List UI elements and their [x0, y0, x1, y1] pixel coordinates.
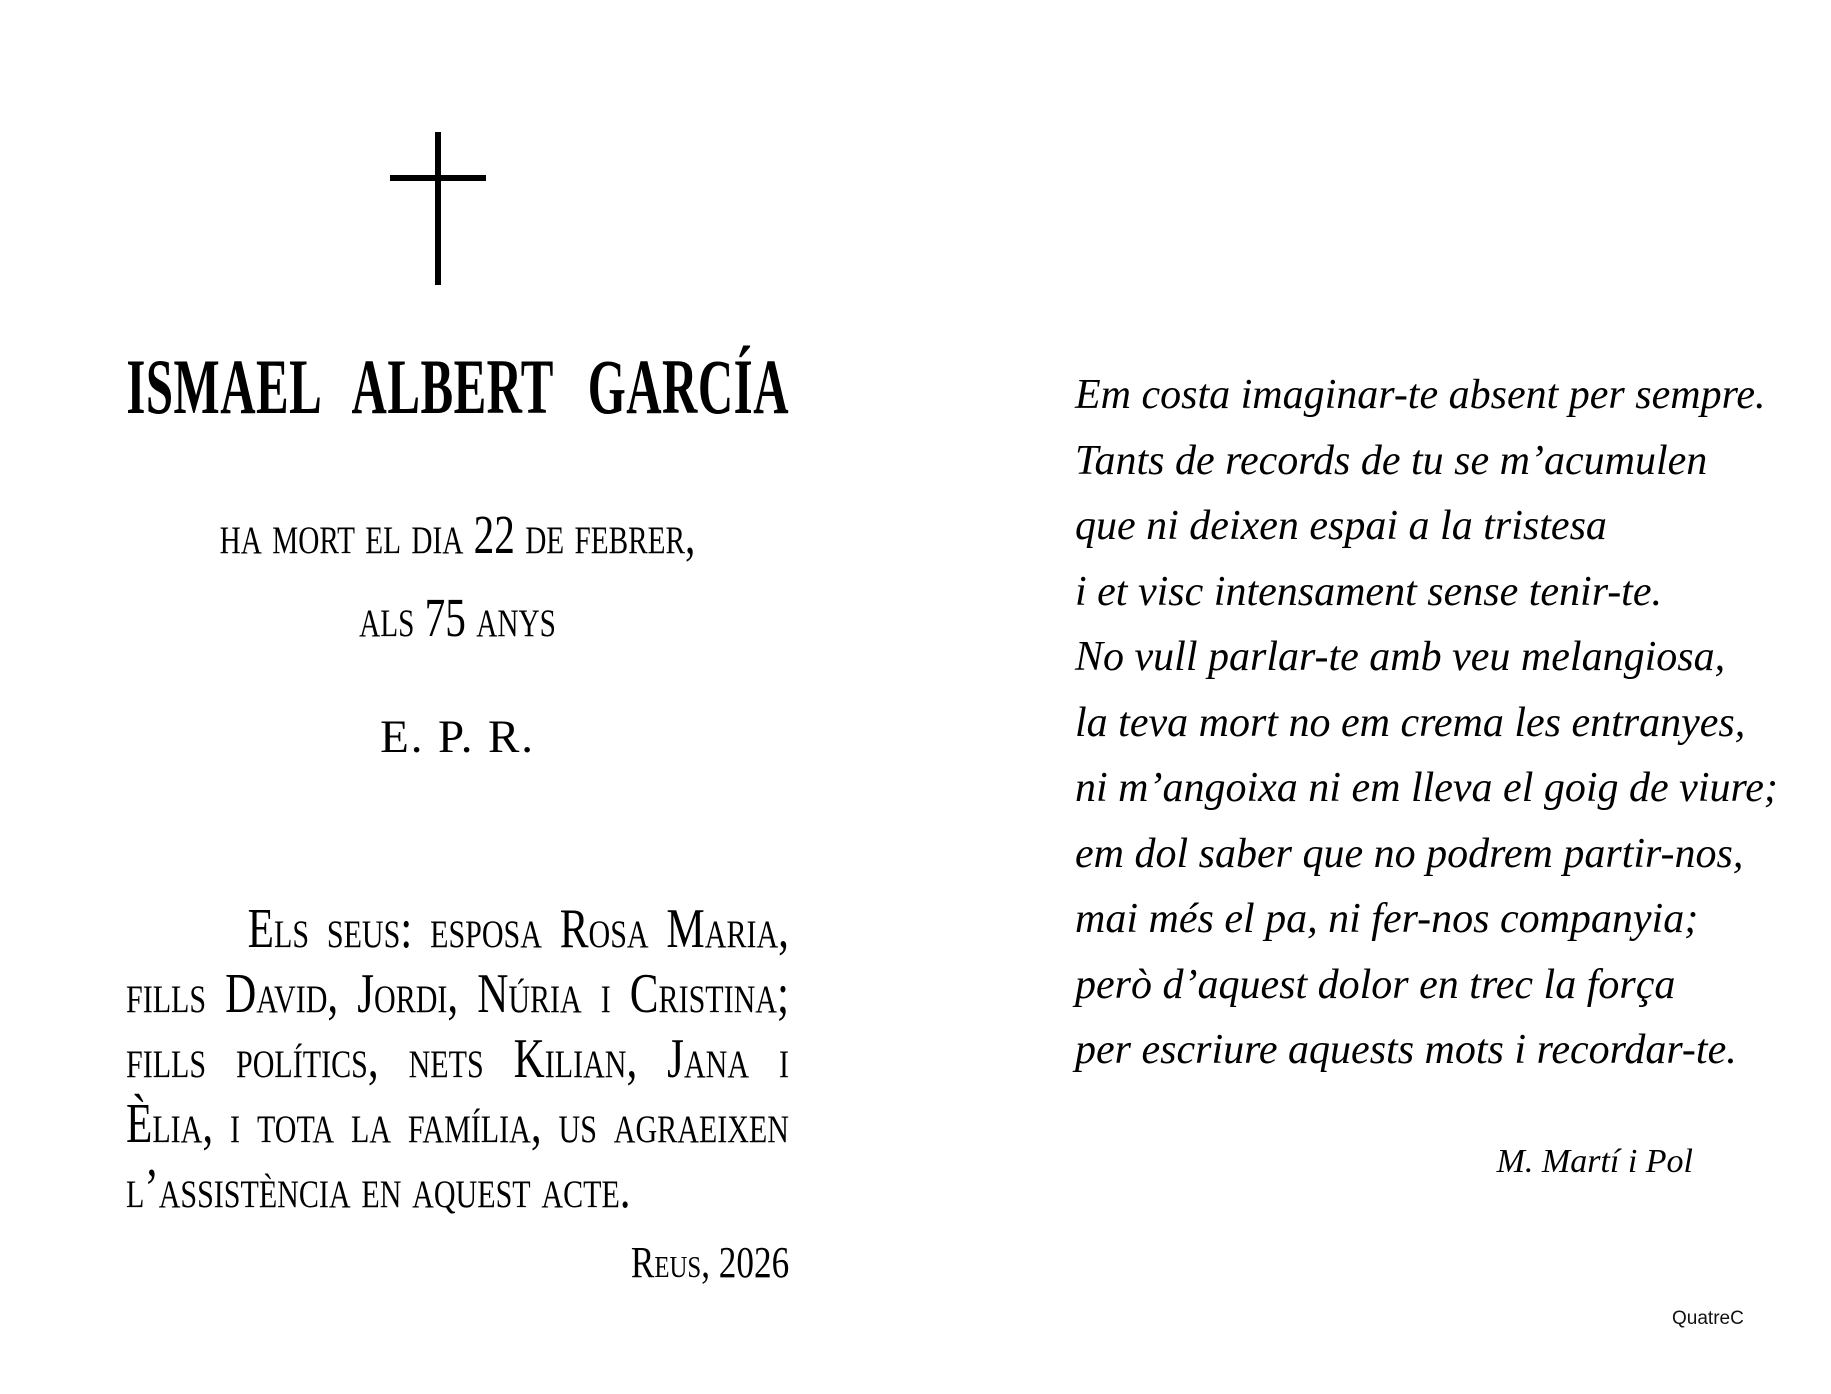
poem-line: mai més el pa, ni fer-nos companyia; [1075, 896, 1699, 942]
deceased-name: ISMAEL ALBERT GARCÍA [126, 343, 790, 430]
epr-abbreviation: E. P. R. [380, 711, 535, 763]
poem-line: la teva mort no em crema les entranyes, [1075, 699, 1746, 746]
place-year: Reus, 2026 [630, 1238, 790, 1287]
family-acknowledgement [126, 897, 789, 1222]
poem-line: però d’aquest dolor en trec la força [1075, 961, 1676, 1008]
poem-line: Em costa imaginar-te absent per sempre. [1075, 372, 1766, 418]
poem [1075, 363, 1778, 1084]
cross-horizontal-bar [390, 175, 486, 181]
family-line: l’assistència en aquest acte. [126, 1158, 631, 1220]
family-line: fills polítics, nets Kilian, Jana i [126, 1028, 789, 1090]
brand-logo: QuatreC [1672, 1308, 1744, 1329]
family-line: Èlia, i tota la família, us agraeixen [126, 1093, 789, 1155]
age-line: als 75 anys [359, 587, 556, 648]
family-line: Els seus: esposa Rosa Maria, [247, 898, 789, 960]
poem-line: ni m’angoixa ni em lleva el goig de viure; [1075, 765, 1778, 811]
poem-author: M. Martí i Pol [1496, 1143, 1693, 1180]
family-line: fills David, Jordi, Núria i Cristina; [126, 963, 789, 1025]
cross-vertical-bar [435, 132, 441, 285]
death-date-line: ha mort el dia 22 de febrer, [219, 504, 696, 565]
poem-line: per escriure aquests mots i recordar-te. [1075, 1027, 1737, 1073]
poem-line: em dol saber que no podrem partir-nos, [1075, 830, 1744, 877]
poem-line: i et visc intensament sense tenir-te. [1075, 568, 1662, 615]
poem-line: Tants de records de tu se m’acumulen [1075, 437, 1708, 484]
poem-line: No vull parlar-te amb veu melangiosa, [1075, 634, 1726, 680]
poem-line: que ni deixen espai a la tristesa [1075, 503, 1607, 549]
